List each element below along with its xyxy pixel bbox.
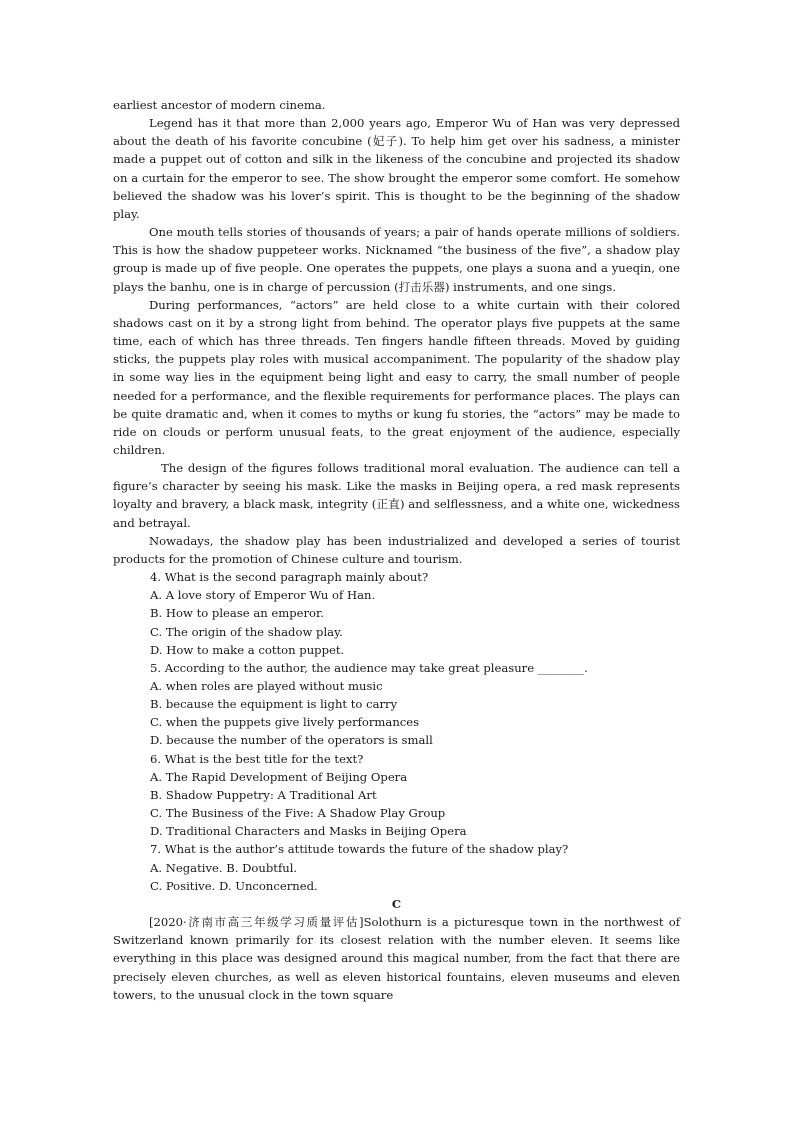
paragraph-performances: During performances, “actors” are held close to a white curtain with their colored shadows cast on it by a strong light from behind. The operator plays five puppets at the same time, each of which has three threads. Ten fingers handle fifteen threads. Moved by guiding sticks, the puppets play roles with musical accompaniment. The popularity of the shadow play in some way lies in the equipment being light and easy to carry, the small number of people needed for a performance, and the flexible requirements for performance places. The plays can be quite dramatic and, when it comes to myths or kung fu stories, the “actors” may be made to ride on clouds or perform unusual feats, to the great enjoyment of the audience, especially children. [113,297,680,457]
intro-end-line: earliest ancestor of modern cinema. [113,98,326,112]
option-4c: C. The origin of the shadow play. [150,624,343,639]
option-6c: C. The Business of the Five: A Shadow Play Group [150,806,446,821]
option-4a: A. A love story of Emperor Wu of Han. [150,588,376,603]
paragraph-legend: Legend has it that more than 2,000 years ago, Emperor Wu of Han was very depressed about the death of his favorite concubine (妃子). To help him get over his sadness, a minister made a puppet out of cotton and silk in the likeness of the concubine and projected its shadow on a curtain for the emperor to see. The show brought the emperor some comfort. He somehow believed the shadow was his lover’s spirit. This is thought to be the beginning of the shadow play. [113,116,680,221]
question-7: 7. What is the author’s attitude towards the future of the shadow play? [150,842,569,857]
option-5a: A. when roles are played without music [150,679,383,693]
options-7cd: C. Positive. D. Unconcerned. [150,878,318,893]
option-6d: D. Traditional Characters and Masks in Beijing Opera [150,824,467,839]
option-6b: B. Shadow Puppetry: A Traditional Art [150,787,377,802]
paragraph-five: One mouth tells stories of thousands of years; a pair of hands operate millions of soldiers. This is how the shadow puppeteer works. Nicknamed “the business of the five”, a shadow play group is made up of five people. One operates the puppets, one plays a suona and a yueqin, one plays the banhu, one is in charge of percussion (打击乐器) instruments, and one sings. [113,225,680,294]
option-5d: D. because the number of the operators is small [150,733,433,748]
paragraph-nowadays: Nowadays, the shadow play has been industrialized and developed a series of tourist products for the promotion of Chinese culture and tourism. [113,533,680,566]
paragraph-solothurn: [2020·济南市高三年级学习质量评估]Solothurn is a picturesque town in the northwest of Switzerland known primarily for its closest relation with the number eleven. It seems like everything in this place was designed around this magical number, from the fact that there are precisely eleven churches, as well as eleven historical fountains, eleven museums and eleven towers, to the unusual clock in the town square [113,915,680,1002]
options-7ab: A. Negative. B. Doubtful. [150,860,298,875]
question-6: 6. What is the best title for the text? [150,751,364,766]
option-5b: B. because the equipment is light to carry [150,697,398,712]
paragraph-design: The design of the figures follows traditional moral evaluation. The audience can tell a figure’s character by seeing his mask. Like the masks in Beijing opera, a red mask represents loyalty and bravery, a black mask, integrity (正直) and selflessness, and a white one, wickedness and betrayal. [113,461,680,530]
option-4d: D. How to make a cotton puppet. [150,642,345,657]
question-5: 5. According to the author, the audience may take great pleasure ________. [150,660,588,675]
option-5c: C. when the puppets give lively performances [150,715,420,730]
option-4b: B. How to please an emperor. [150,606,324,621]
section-heading: C [391,896,402,911]
document-page [113,96,680,1004]
option-6a: A. The Rapid Development of Beijing Opera [150,769,408,784]
question-4: 4. What is the second paragraph mainly about? [150,570,429,585]
